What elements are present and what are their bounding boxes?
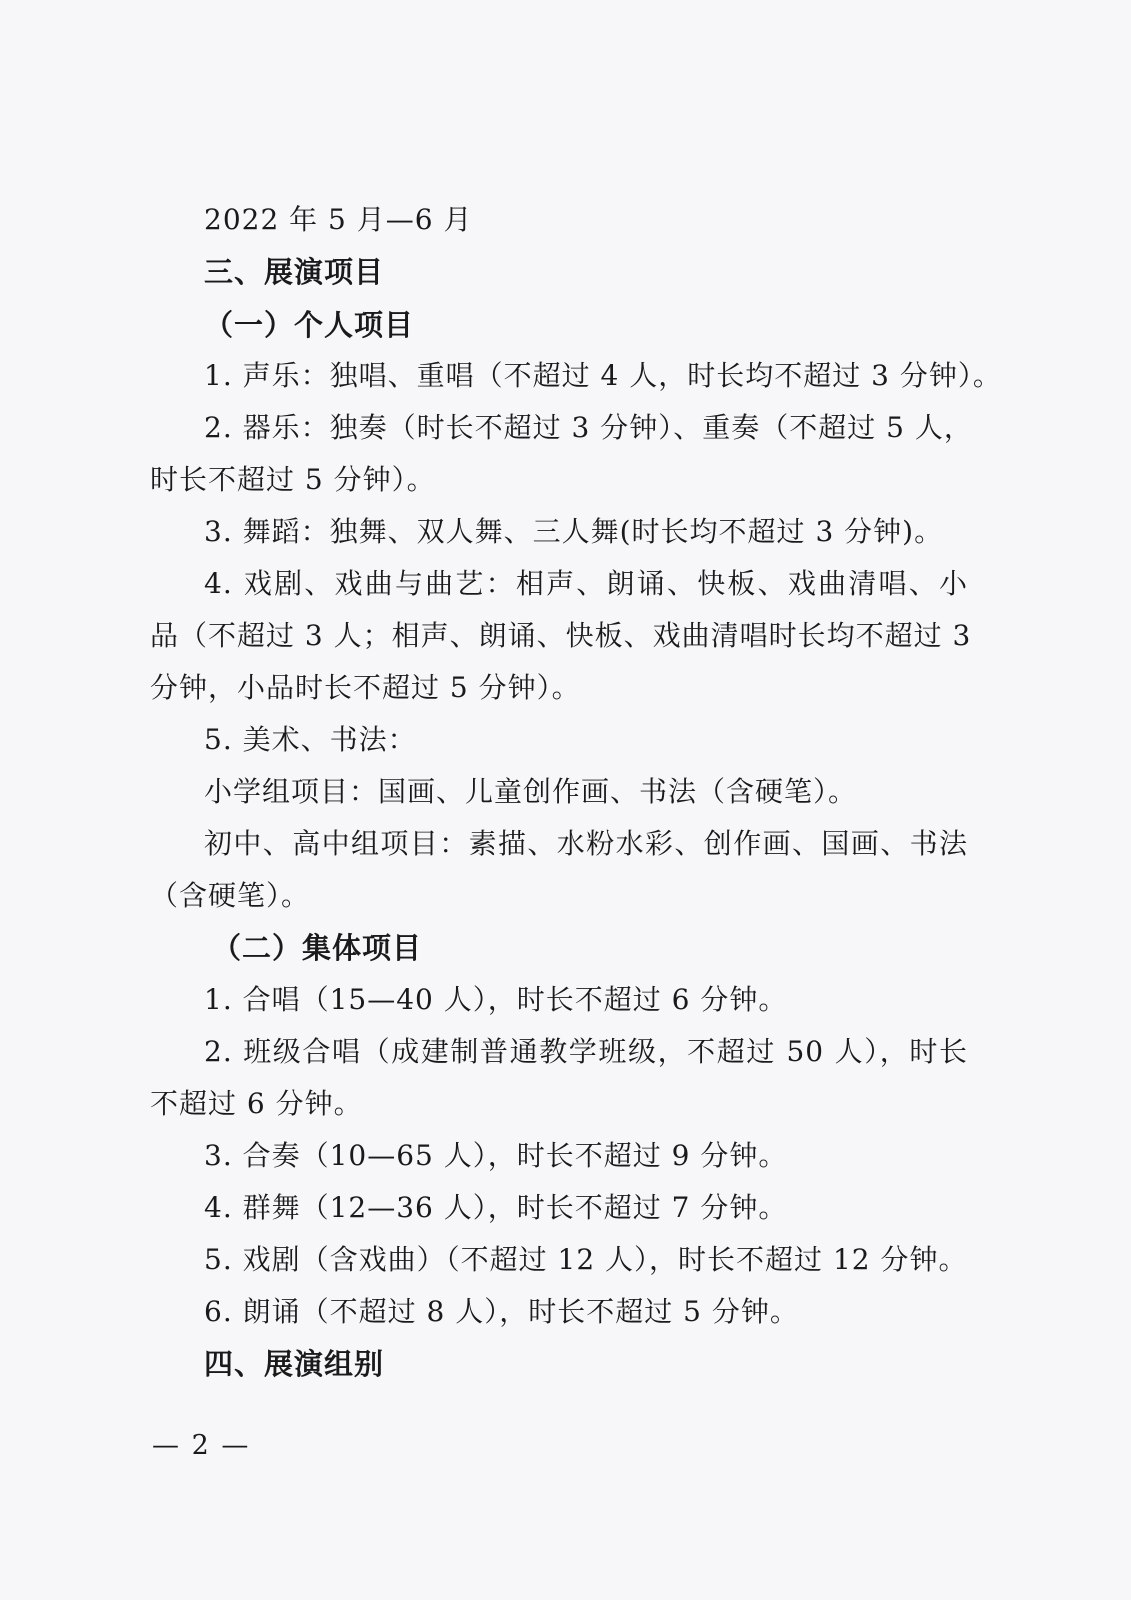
section-four-title: 四、展演组别 — [204, 1347, 385, 1381]
individual-item-vocal: 1. 声乐：独唱、重唱（不超过 4 人，时长均不超过 3 分钟）。 — [204, 359, 1002, 392]
individual-item-drama-duration: 分钟，小品时长不超过 5 分钟）。 — [150, 671, 581, 704]
individual-item-drama-continued: 品（不超过 3 人；相声、朗诵、快板、戏曲清唱时长均不超过 3 — [150, 619, 972, 652]
individual-item-drama: 4. 戏剧、戏曲与曲艺：相声、朗诵、快板、戏曲清唱、小 — [204, 567, 968, 600]
primary-school-art-items: 小学组项目：国画、儿童创作画、书法（含硬笔）。 — [204, 775, 858, 808]
group-item-drama: 5. 戏剧（含戏曲）（不超过 12 人），时长不超过 12 分钟。 — [204, 1243, 968, 1276]
group-item-chorus: 1. 合唱（15—40 人），时长不超过 6 分钟。 — [204, 983, 788, 1016]
individual-item-art-calligraphy: 5. 美术、书法： — [204, 723, 417, 756]
secondary-school-art-items-continued: （含硬笔）。 — [150, 879, 311, 912]
group-item-ensemble: 3. 合奏（10—65 人），时长不超过 9 分钟。 — [204, 1139, 788, 1172]
individual-item-dance: 3. 舞蹈：独舞、双人舞、三人舞(时长均不超过 3 分钟)。 — [204, 515, 944, 548]
individual-item-instrumental-continued: 时长不超过 5 分钟）。 — [150, 463, 436, 496]
group-item-class-chorus: 2. 班级合唱（成建制普通教学班级，不超过 50 人），时长 — [204, 1035, 968, 1068]
date-line: 2022 年 5 月—6 月 — [204, 203, 473, 236]
group-projects-title: （二）集体项目 — [212, 931, 423, 965]
group-item-class-chorus-continued: 不超过 6 分钟。 — [150, 1087, 363, 1120]
group-item-group-dance: 4. 群舞（12—36 人），时长不超过 7 分钟。 — [204, 1191, 788, 1224]
secondary-school-art-items: 初中、高中组项目：素描、水粉水彩、创作画、国画、书法 — [204, 827, 968, 860]
page-number: — 2 — — [152, 1430, 251, 1461]
group-item-recitation: 6. 朗诵（不超过 8 人），时长不超过 5 分钟。 — [204, 1295, 799, 1328]
section-three-title: 三、展演项目 — [204, 255, 385, 289]
individual-item-instrumental: 2. 器乐：独奏（时长不超过 3 分钟）、重奏（不超过 5 人， — [204, 411, 973, 444]
individual-projects-title: （一）个人项目 — [204, 308, 415, 342]
